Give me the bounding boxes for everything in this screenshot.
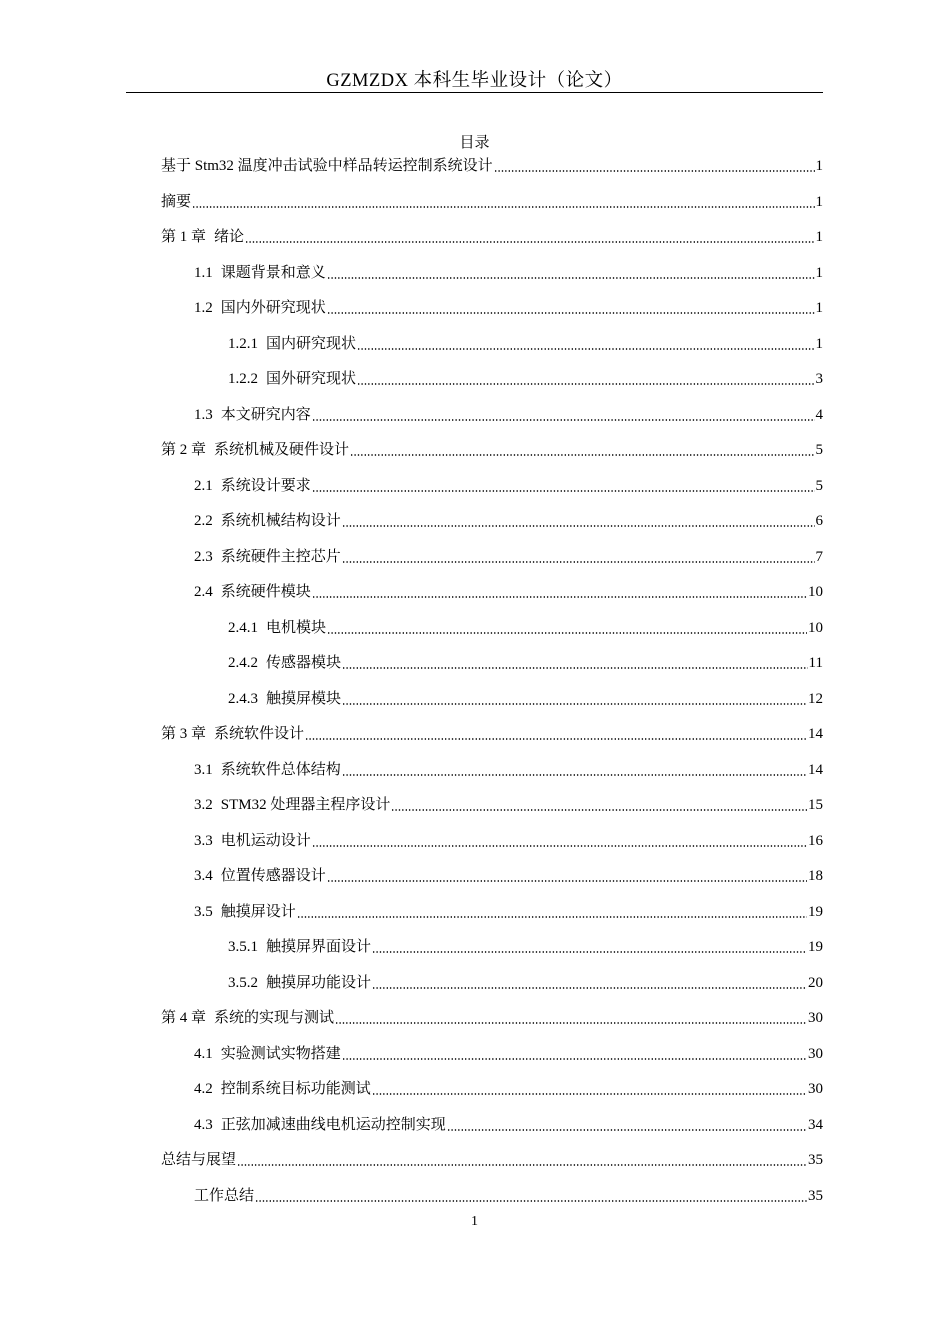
toc-dot-leader	[312, 490, 815, 492]
toc-dot-leader	[327, 277, 815, 279]
toc-entry-number: 第 2 章	[161, 442, 207, 458]
toc-entry-title: 触摸屏功能设计	[266, 974, 372, 991]
toc-entry-page-number: 30	[808, 1045, 823, 1062]
toc-entry-page-number: 10	[808, 619, 823, 636]
toc-entry-number: 1.2.2	[228, 371, 258, 387]
toc-entry[interactable]	[228, 937, 823, 957]
toc-dot-leader	[357, 383, 814, 385]
toc-entry[interactable]	[194, 1186, 823, 1206]
toc-entry-number: 4.2	[194, 1081, 213, 1097]
toc-dot-leader	[447, 1129, 807, 1131]
toc-entry-title: 国内外研究现状	[220, 300, 326, 316]
toc-entry-number: 3.1	[194, 761, 213, 778]
toc-dot-leader	[192, 206, 814, 208]
toc-entry[interactable]	[194, 1115, 823, 1135]
toc-entry[interactable]	[228, 369, 823, 389]
toc-entry-title: 系统设计要求	[220, 477, 311, 494]
toc-entry-page-number: 16	[808, 832, 823, 849]
toc-entry-page-number: 12	[808, 690, 823, 707]
toc-dot-leader	[494, 170, 815, 172]
toc-entry[interactable]	[228, 618, 823, 638]
toc-entry-title: 位置传感器设计	[220, 868, 326, 884]
toc-dot-leader	[350, 454, 814, 456]
toc-entry-title: 系统软件总体结构	[220, 761, 341, 778]
toc-dot-leader	[342, 561, 815, 563]
toc-entry-number: 2.4.1	[228, 619, 258, 636]
toc-entry-page-number: 35	[808, 1187, 823, 1204]
toc-entry-number: 1.3	[194, 406, 213, 423]
toc-entry[interactable]	[194, 263, 823, 283]
toc-entry-page-number: 5	[815, 442, 823, 458]
toc-entry[interactable]	[228, 973, 823, 993]
toc-dot-leader	[391, 809, 807, 811]
toc-entry[interactable]	[161, 227, 823, 247]
toc-dot-leader	[357, 348, 814, 350]
toc-dot-leader	[327, 632, 807, 634]
toc-entry-title: 系统机械结构设计	[220, 513, 341, 529]
toc-dot-leader	[312, 419, 815, 421]
toc-entry-title: 传感器模块	[266, 655, 342, 671]
toc-entry[interactable]	[194, 476, 823, 496]
toc-entry-page-number: 1	[815, 158, 823, 174]
toc-entry-number: 3.2	[194, 797, 213, 813]
toc-entry-title: 触摸屏界面设计	[266, 939, 372, 955]
toc-entry-number: 4.3	[194, 1116, 213, 1133]
toc-entry[interactable]	[228, 689, 823, 709]
toc-dot-leader	[312, 845, 807, 847]
toc-entry-number: 2.3	[194, 548, 213, 565]
header-divider	[126, 92, 823, 93]
toc-dot-leader	[372, 1093, 807, 1095]
toc-entry-number: 3.5.1	[228, 939, 258, 955]
toc-entry-page-number: 4	[815, 406, 823, 423]
toc-dot-leader	[237, 1164, 807, 1166]
toc-entry-number: 2.4.3	[228, 690, 258, 707]
toc-entry[interactable]	[194, 760, 823, 780]
toc-entry-page-number: 10	[808, 584, 823, 600]
toc-entry-title: STM32 处理器主程序设计	[220, 797, 391, 813]
toc-entry-title: 国内研究现状	[266, 335, 357, 352]
toc-entry[interactable]	[161, 724, 823, 744]
toc-entry-page-number: 34	[808, 1116, 823, 1133]
toc-entry[interactable]	[194, 1079, 823, 1099]
toc-entry-title: 基于 Stm32 温度冲击试验中样品转运控制系统设计	[161, 158, 493, 174]
toc-entry-page-number: 19	[808, 939, 823, 955]
toc-entry[interactable]	[194, 298, 823, 318]
toc-entry-page-number: 35	[808, 1152, 823, 1168]
toc-entry[interactable]	[161, 1008, 823, 1028]
toc-entry-page-number: 20	[808, 974, 823, 991]
toc-entry[interactable]	[228, 653, 823, 673]
toc-entry-number: 3.5	[194, 903, 213, 920]
toc-entry-title: 系统机械及硬件设计	[214, 442, 350, 458]
toc-entry[interactable]	[161, 1150, 823, 1170]
toc-entry-page-number: 1	[815, 229, 823, 245]
toc-entry-title: 触摸屏模块	[266, 690, 342, 707]
toc-entry-page-number: 6	[815, 513, 823, 529]
toc-entry[interactable]	[228, 334, 823, 354]
toc-entry-number: 1.2.1	[228, 335, 258, 352]
toc-entry-page-number: 15	[808, 797, 823, 813]
toc-entry-number: 3.3	[194, 832, 213, 849]
toc-title: 目录	[459, 135, 490, 151]
toc-dot-leader	[255, 1200, 807, 1202]
toc-entry[interactable]	[194, 866, 823, 886]
toc-entry-page-number: 7	[815, 548, 823, 565]
toc-dot-leader	[245, 241, 814, 243]
toc-entry-page-number: 1	[815, 264, 823, 281]
toc-dot-leader	[342, 774, 807, 776]
toc-entry-number: 第 1 章	[161, 229, 207, 245]
toc-entry-number: 1.1	[194, 264, 213, 281]
toc-entry-title: 系统软件设计	[214, 726, 305, 742]
toc-entry[interactable]	[161, 156, 823, 176]
toc-dot-leader	[327, 312, 815, 314]
toc-entry-title: 系统硬件主控芯片	[220, 548, 341, 565]
toc-dot-leader	[342, 525, 815, 527]
toc-entry-number: 3.4	[194, 868, 213, 884]
toc-entry-page-number: 5	[815, 477, 823, 494]
toc-entry-title: 触摸屏设计	[220, 903, 296, 920]
toc-entry-number: 2.2	[194, 513, 213, 529]
toc-entry-page-number: 19	[808, 903, 823, 920]
toc-entry[interactable]	[194, 795, 823, 815]
toc-entry-title: 系统的实现与测试	[214, 1010, 335, 1026]
toc-entry[interactable]	[161, 192, 823, 212]
toc-entry-number: 2.4	[194, 584, 213, 600]
toc-entry-title: 电机模块	[266, 619, 327, 636]
toc-entry-title: 摘要	[161, 193, 192, 210]
toc-dot-leader	[327, 880, 807, 882]
toc-entry-number: 2.1	[194, 477, 213, 494]
toc-entry[interactable]	[194, 405, 823, 425]
toc-entry-page-number: 14	[808, 761, 823, 778]
toc-entry-number: 第 4 章	[161, 1010, 207, 1026]
toc-dot-leader	[342, 703, 807, 705]
toc-entry-number: 3.5.2	[228, 974, 258, 991]
toc-entry-title: 总结与展望	[161, 1152, 237, 1168]
toc-dot-leader	[342, 1058, 807, 1060]
toc-entry[interactable]	[194, 582, 823, 602]
page-number: 1	[471, 1214, 478, 1229]
toc-entry[interactable]	[194, 1044, 823, 1064]
toc-entry-page-number: 3	[815, 371, 823, 387]
toc-entry-number: 1.2	[194, 300, 213, 316]
toc-entry[interactable]	[194, 547, 823, 567]
toc-dot-leader	[372, 951, 807, 953]
toc-entry-title: 国外研究现状	[266, 371, 357, 387]
toc-entry-page-number: 11	[808, 655, 823, 671]
page-header-title: GZMZDX 本科生毕业设计（论文）	[326, 71, 623, 91]
toc-entry[interactable]	[194, 831, 823, 851]
toc-entry[interactable]	[161, 440, 823, 460]
toc-entry-title: 电机运动设计	[220, 832, 311, 849]
toc-entry-page-number: 30	[808, 1010, 823, 1026]
toc-entry-page-number: 18	[808, 868, 823, 884]
toc-dot-leader	[342, 667, 808, 669]
toc-dot-leader	[305, 738, 807, 740]
toc-entry-number: 第 3 章	[161, 726, 207, 742]
toc-dot-leader	[372, 987, 807, 989]
toc-entry-page-number: 1	[815, 193, 823, 210]
toc-entry[interactable]	[194, 511, 823, 531]
toc-entry-title: 系统硬件模块	[220, 584, 311, 600]
toc-entry-title: 课题背景和意义	[220, 264, 326, 281]
toc-entry-title: 实验测试实物搭建	[220, 1045, 341, 1062]
toc-entry-title: 正弦加减速曲线电机运动控制实现	[220, 1116, 446, 1133]
toc-dot-leader	[297, 916, 807, 918]
toc-entry-page-number: 30	[808, 1081, 823, 1097]
toc-entry-page-number: 14	[808, 726, 823, 742]
toc-entry-title: 绪论	[214, 229, 245, 245]
toc-entry-page-number: 1	[815, 335, 823, 352]
toc-dot-leader	[312, 596, 807, 598]
toc-entry[interactable]	[194, 902, 823, 922]
toc-entry-title: 本文研究内容	[220, 406, 311, 423]
toc-entry-title: 控制系统目标功能测试	[220, 1081, 371, 1097]
toc-entry-title: 工作总结	[194, 1187, 255, 1204]
toc-dot-leader	[335, 1022, 807, 1024]
toc-entry-number: 2.4.2	[228, 655, 258, 671]
toc-entry-page-number: 1	[815, 300, 823, 316]
toc-entry-number: 4.1	[194, 1045, 213, 1062]
